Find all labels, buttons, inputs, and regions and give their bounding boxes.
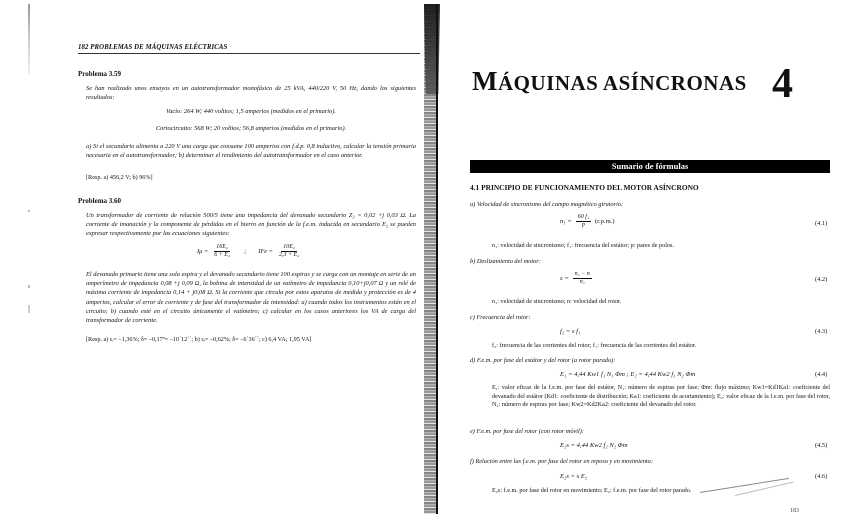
equation-number: (4.2): [815, 276, 828, 283]
chapter-title-rest: ÁQUINAS ASÍNCRONAS: [497, 71, 747, 95]
header-rule: [78, 53, 420, 54]
numerator: n₁ − n: [574, 271, 590, 277]
formula-description: f₂: frecuencia de las corrientes del rotor; f₁: frecuencia de las corrientes del estátor.: [492, 342, 697, 349]
test-data-line: Cortocircuito: 568 W; 20 voltios; 56,8 amperios (medidos en el primario).: [155, 125, 347, 132]
formula-lhs: Iμ =: [197, 248, 209, 255]
formula-description: n₁: velocidad de sincronismo; f₁: frecuencia del estátor; p: pares de polos.: [492, 242, 674, 249]
denominator: 2,3 + E₂: [278, 252, 300, 258]
equation-number: (4.1): [815, 220, 828, 227]
numerator: 60 f₁: [577, 214, 589, 220]
formula-4-1: [560, 214, 615, 229]
formula-item-label: f) Relación entre las f.e.m. por fase del rotor en reposo y en movimiento:: [470, 458, 653, 465]
formula-item-label: a) Velocidad de sincronismo del campo magnético giratorio:: [470, 201, 624, 208]
fraction: [277, 244, 301, 259]
formula-item-label: b) Deslizamiento del motor:: [470, 258, 541, 265]
chapter-number: 4: [772, 61, 793, 107]
formula-lhs: n₁ =: [560, 218, 572, 225]
fraction: [212, 244, 232, 259]
formula-description: n₁: velocidad de sincronismo; n: velocidad del rotor.: [492, 298, 622, 305]
chapter-title: [472, 66, 747, 97]
scan-edge-mark: [28, 285, 30, 288]
section-title: 4.1 PRINCIPIO DE FUNCIONAMIENTO DEL MOTOR ASÍNCRONO: [470, 183, 699, 192]
scan-edge-mark: [28, 305, 30, 313]
equation-number: (4.3): [815, 328, 828, 335]
problem-title: Problema 3.59: [78, 70, 122, 78]
equation-number: (4.6): [815, 473, 828, 480]
page-number: 183: [790, 508, 799, 514]
problem-question: a) Si el secundario alimenta a 220 V una carga que consume 100 amperios con f.d.p. 0,8 inductivo, calcular la tensión primaria necesaria en el autotransformador; b) determinar el rendimiento del autotransformador en el caso anterior.: [86, 143, 416, 160]
formula-4-5: E₂s = 4,44 Kw2 f₂ N₂ Φm: [560, 442, 628, 449]
formula-lhs: s =: [560, 275, 569, 282]
formula-4-2: [560, 271, 592, 286]
problem-answer: [Resp. a) εᵢ= –1,36%; δ= –0,17º= –10´12´´; b) εᵢ= –0,62%; δ= –6´36´´; c) 6,4 VA; 1,95 VA]: [86, 336, 312, 343]
fraction: [573, 271, 592, 286]
numerator: 16E₂: [216, 244, 229, 250]
formula-4-6: E₂s = s E₂: [560, 473, 588, 480]
formula-item-label: e) F.e.m. por fase del rotor (con rotor móvil):: [470, 428, 584, 435]
formula-item-label: d) F.e.m. por fase del estátor y del rotor (a rotor parado):: [470, 357, 616, 364]
problem-title: Problema 3.60: [78, 197, 122, 205]
formula-description: E₁: valor eficaz de la f.e.m. por fase del estátor, N₁: número de espiras por fase; Φm: flujo máximo; Kw1=Kd1Ka1: coeficiente del devanado del estátor (Kd1: coeficiente de distribución; Ka1: coeficiente de acortamiento); E₂: valor eficaz de la f.e.m. por fase del rotor, N₂: número de espiras por fase; Kw2=Kd2Ka2: coeficiente del devanado del rotor.: [492, 384, 830, 409]
problem-statement: Se han realizado unos ensayos en un autotransformador monofásico de 25 kVA, 440/220 V, 50 Hz, dando los siguientes resultados:: [86, 85, 416, 102]
book-spine-line: [436, 4, 438, 514]
separator: ;: [244, 248, 247, 255]
book-spine-shadow: [424, 4, 440, 94]
formula-block: [197, 244, 301, 259]
formula-4-3: f₂ = s f₁: [560, 328, 581, 335]
denominator: p: [581, 222, 585, 228]
problem-question: El devanado primario tiene una sola espira y el devanado secundario tiene 100 espiras y se carga con un montaje en serie de un amperímetro de impedancia 0,08 +j 0,09 Ω, la bobina de intensidad de un vatímetro de impedancia 0,10+j0,07 Ω y un relé de máxima corriente de impedancia 0,14 + j0,08 Ω. Si la corriente que circula por estos aparatos de medida y protección es de 4 amperios, calcular el error de corriente y de fase del transformador de intensidad: a) cuando todos los instrumentos están en el circuito; b) cuando esté en el circuito únicamente el vatímetro; c) calcular en los casos anteriores los VA de carga del transformador de corriente.: [86, 271, 416, 325]
test-data-line: Vacío: 264 W; 440 voltios; 1,5 amperios (medidos en el primario).: [166, 108, 336, 115]
running-head: 182 PROBLEMAS DE MÁQUINAS ELÉCTRICAS: [78, 44, 228, 51]
formula-4-4: E₁ = 4,44 Kw1 f₁ N₁ Φm ; E₂ = 4,44 Kw2 f₁ N₂ Φm: [560, 371, 696, 378]
scan-edge-mark: [28, 210, 30, 212]
formula-lhs: IFe =: [258, 248, 273, 255]
chapter-title-initial: M: [472, 66, 498, 96]
formula-unit: (r.p.m.): [594, 218, 615, 225]
formula-item-label: c) Frecuencia del rotor:: [470, 314, 531, 321]
summary-banner: Sumario de fórmulas: [470, 160, 830, 173]
numerator: 10E₂: [283, 244, 296, 250]
fraction: [576, 214, 591, 229]
denominator: 6 + E₂: [214, 252, 231, 258]
scan-edge-mark: [28, 4, 30, 74]
denominator: n₁: [579, 279, 585, 285]
equation-number: (4.5): [815, 442, 828, 449]
problem-answer: [Resp. a) 456,2 V; b) 96%]: [86, 174, 153, 181]
problem-statement: Un transformador de corriente de relación 500/5 tiene una impedancia del devanado secundario Z₂ = 0,02 +j 0,03 Ω. La corriente de imanación y la componente de pérdidas en el hierro en función de la f.e.m. inducida en secundario E₂ se pueden expresar respectivamente por las ecuaciones siguientes:: [86, 212, 416, 238]
formula-description: E₂s: f.e.m. por fase del rotor en movimiento; E₂: f.e.m. por fase del rotor parado.: [492, 487, 692, 494]
equation-number: (4.4): [815, 371, 828, 378]
